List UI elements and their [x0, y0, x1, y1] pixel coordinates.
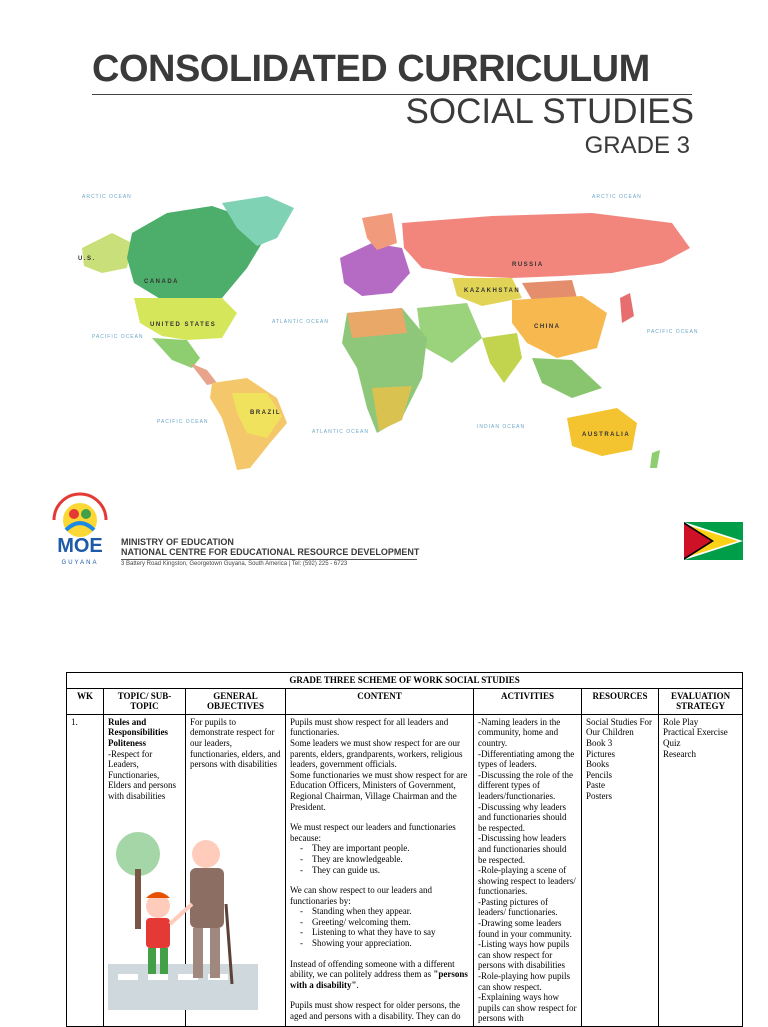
ocean-label: PACIFIC OCEAN: [92, 334, 144, 340]
country-label: KAZAKHSTAN: [464, 288, 521, 294]
scheme-of-work-table: [66, 672, 743, 1027]
country-label: AUSTRALIA: [582, 432, 631, 438]
ocean-label: ATLANTIC OCEAN: [312, 429, 369, 435]
country-label: RUSSIA: [512, 262, 544, 268]
activity-item: -Listing ways how pupils can show respect for persons with disabilities: [478, 939, 570, 971]
activity-item: -Role-playing how pupils can show respect.: [478, 971, 570, 992]
logo-text: MOE: [57, 535, 103, 557]
ocean-label: ATLANTIC OCEAN: [272, 319, 329, 325]
content-list-item: - They are important people.: [300, 843, 410, 854]
activity-item: -Naming leaders in the community, home and country.: [478, 716, 561, 748]
resource-item: Books: [586, 759, 610, 770]
country-label: BRAZIL: [250, 410, 281, 416]
cell-resources: [582, 714, 659, 1026]
content-paragraph: We must respect our leaders and functionaries because:: [290, 822, 456, 843]
illustration-boy-helping-elder: [108, 824, 258, 1010]
content-paragraph: Some leaders we must show respect for are our parents, elders, grandparents, workers, religious leaders, government officials.: [290, 737, 463, 770]
activity-item: -Role-playing a scene of showing respect to leaders/ functionaries.: [478, 865, 576, 897]
new-zealand-shape: [650, 450, 660, 468]
country-label: UNITED STATES: [150, 322, 217, 328]
world-map: [72, 188, 702, 473]
russia-shape: [402, 213, 690, 278]
content-list-item: - Showing your appreciation.: [300, 938, 412, 949]
content-paragraph: We can show respect to our leaders and functionaries by:: [290, 885, 432, 906]
evaluation-item: Research: [663, 748, 696, 759]
country-label: CHINA: [534, 324, 561, 330]
guyana-flag: [684, 522, 743, 560]
ocean-label: ARCTIC OCEAN: [82, 194, 132, 200]
ministry-line1: MINISTRY OF EDUCATION: [121, 537, 234, 547]
content-list-item: - Listening to what they have to say: [300, 927, 436, 938]
activity-item: -Pasting pictures of leaders/ functionaries.: [478, 896, 558, 918]
ocean-label: ARCTIC OCEAN: [592, 194, 642, 200]
moe-logo: [42, 486, 118, 570]
europe-shape: [340, 243, 410, 296]
flag-image: [684, 522, 743, 560]
resource-item: Posters: [586, 790, 613, 801]
subtopic-title: Politeness: [108, 737, 146, 748]
ministry-name: [121, 537, 419, 557]
activity-item: -Explaining ways how pupils can show respect for persons with: [478, 992, 577, 1024]
resource-item: Pencils: [586, 769, 612, 780]
subject-title: SOCIAL STUDIES: [405, 92, 694, 131]
evaluation-item: Quiz: [663, 737, 681, 748]
content-paragraph: Pupils must show respect for older persons, the aged and persons with a disability. They can do: [290, 1000, 461, 1022]
ministry-line2: NATIONAL CENTRE FOR EDUCATIONAL RESOURCE DEVELOPMENT: [121, 547, 420, 557]
scandinavia-shape: [362, 213, 397, 250]
central-america-shape: [190, 363, 217, 385]
africa-north-shape: [347, 308, 407, 338]
logo-subtext: GUYANA: [61, 560, 99, 566]
content-list-item: - They can guide us.: [300, 864, 380, 875]
resource-item: Social Studies For Our Children Book 3: [586, 716, 653, 748]
evaluation-item: Role Play: [663, 716, 699, 727]
col-header-resources: RESOURCES: [582, 688, 659, 714]
activity-item: -Drawing some leaders found in your community.: [478, 918, 572, 939]
world-map-image: [72, 188, 702, 473]
japan-shape: [620, 293, 634, 323]
ministry-divider: [121, 559, 417, 560]
cell-content: [286, 714, 474, 1026]
resource-item: Paste: [586, 780, 605, 791]
table-caption: GRADE THREE SCHEME OF WORK SOCIAL STUDIES: [67, 673, 743, 689]
col-header-evaluation: EVALUATION STRATEGY: [659, 688, 743, 714]
ocean-label: PACIFIC OCEAN: [157, 419, 209, 425]
cell-wk: 1.: [67, 714, 104, 1026]
india-shape: [482, 333, 522, 383]
evaluation-item: Practical Exercise: [663, 727, 728, 738]
ocean-label: INDIAN OCEAN: [477, 424, 526, 430]
topic-detail: -Respect for Leaders, Functionaries, Elders and persons with disabilities: [108, 748, 176, 801]
cell-topic: [104, 714, 186, 1026]
document-title: CONSOLIDATED CURRICULUM: [92, 48, 650, 90]
ocean-label: PACIFIC OCEAN: [647, 329, 699, 335]
content-paragraph: Some functionaries we must show respect for are Education Officers, Ministers of Government, Regional Chairman, Village Chairman and the President.: [290, 769, 468, 812]
col-header-topic: TOPIC/ SUB-TOPIC: [104, 688, 186, 714]
ministry-address: 3 Battery Road Kingston, Georgetown Guyana, South America | Tel: (592) 225 - 6723: [121, 561, 348, 567]
alaska-shape: [82, 233, 132, 273]
resource-item: Pictures: [586, 748, 615, 759]
middle-east-shape: [417, 303, 482, 363]
activity-item: -Discussing the role of the different types of leaders/functionaries.: [478, 769, 573, 801]
country-label: CANADA: [144, 279, 179, 285]
col-header-content: CONTENT: [286, 688, 474, 714]
table-header-row: [67, 688, 743, 714]
usa-shape: [134, 298, 237, 340]
content-paragraph: Instead of offending someone with a different ability, we can politely address them as "persons with a disability".: [290, 958, 468, 990]
content-list-item: - Standing when they appear.: [300, 906, 412, 917]
col-header-objectives: GENERAL OBJECTIVES: [186, 688, 286, 714]
content-list-item: - Greeting/ welcoming them.: [300, 916, 411, 927]
activity-item: -Discussing why leaders and functionaries should be respected.: [478, 801, 567, 833]
activity-item: -Discussing how leaders and functionaries should be respected.: [478, 833, 567, 865]
cell-activities: [474, 714, 582, 1026]
col-header-activities: ACTIVITIES: [474, 688, 582, 714]
content-list-item: - They are knowledgeable.: [300, 853, 403, 864]
topic-title: Rules and Responsibilities: [108, 716, 169, 738]
activity-item: -Differentiating among the types of leaders.: [478, 748, 575, 770]
mexico-shape: [152, 338, 200, 368]
cell-evaluation: [659, 714, 743, 1026]
col-header-wk: WK: [67, 688, 104, 714]
cell-objectives: For pupils to demonstrate respect for our leaders, functionaries, elders, and persons with disabilities: [186, 714, 286, 1026]
table-row: [67, 714, 743, 1026]
grade-label: GRADE 3: [584, 132, 690, 159]
country-label: U.S.: [78, 256, 96, 262]
southeast-asia-shape: [532, 358, 602, 398]
content-paragraph: Pupils must show respect for all leaders and functionaries.: [290, 716, 449, 738]
